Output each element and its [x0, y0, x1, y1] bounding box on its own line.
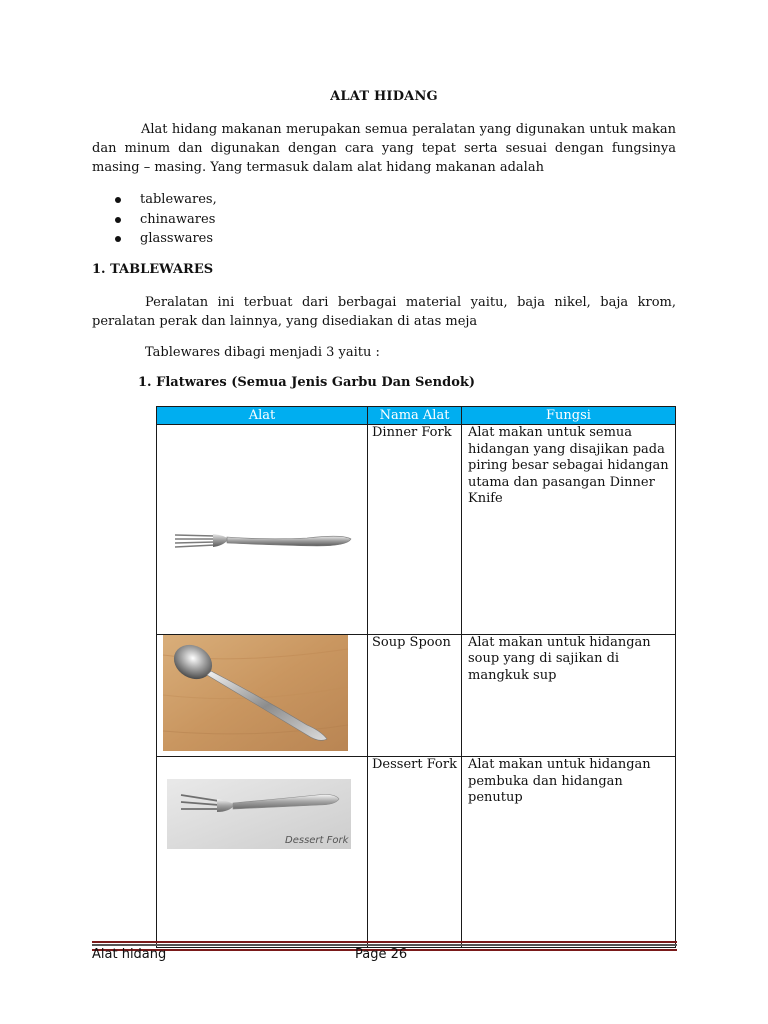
column-header-nama-alat: Nama Alat: [368, 407, 462, 425]
list-item: tablewares,: [112, 190, 217, 210]
tool-function: Alat makan untuk hidangan soup yang di sajikan di mangkuk sup: [462, 634, 676, 757]
dinner-fork-image: [157, 425, 368, 628]
section-heading: 1. TABLEWARES: [92, 262, 214, 277]
list-item: chinawares: [112, 210, 217, 230]
bullet-list: [112, 190, 217, 249]
tool-function: Alat makan untuk semua hidangan yang disajikan pada piring besar sebagai hidangan utama dan pasangan Dinner Knife: [462, 425, 676, 635]
column-header-alat: Alat: [157, 407, 368, 425]
section-paragraph: Peralatan ini terbuat dari berbagai material yaitu, baja nikel, baja krom, peralatan perak dan lainnya, yang disediakan di atas meja: [92, 295, 676, 329]
page-title: ALAT HIDANG: [330, 89, 438, 104]
image-caption: Dessert Fork: [285, 835, 349, 846]
flatwares-table: [156, 406, 676, 948]
tool-name: Dessert Fork: [368, 757, 462, 948]
tool-function: Alat makan untuk hidangan pembuka dan hidangan penutup: [462, 757, 676, 948]
table-header-row: [157, 407, 676, 425]
tool-image-cell: [157, 757, 368, 948]
page-number: Page 26: [355, 947, 408, 962]
table-row: [157, 425, 676, 635]
intro-paragraph: Alat hidang makanan merupakan semua peralatan yang digunakan untuk makan dan minum dan digunakan dengan cara yang tepat serta sesuai dengan fungsinya masing – masing. Yang termasuk dalam alat hidang makanan adalah: [92, 122, 676, 175]
column-header-fungsi: Fungsi: [462, 407, 676, 425]
tool-image-cell: [157, 634, 368, 757]
sub-heading: 1. Flatwares (Semua Jenis Garbu Dan Sendok): [138, 375, 476, 390]
tool-name: Soup Spoon: [368, 634, 462, 757]
soup-spoon-image: [157, 635, 368, 751]
footer-title: Alat hidang: [92, 947, 167, 962]
list-item: glasswares: [112, 229, 217, 249]
section-paragraph-2: Tablewares dibagi menjadi 3 yaitu :: [145, 345, 380, 360]
tool-name: Dinner Fork: [368, 425, 462, 635]
table-row: [157, 757, 676, 948]
tool-image-cell: [157, 425, 368, 635]
table-row: [157, 634, 676, 757]
